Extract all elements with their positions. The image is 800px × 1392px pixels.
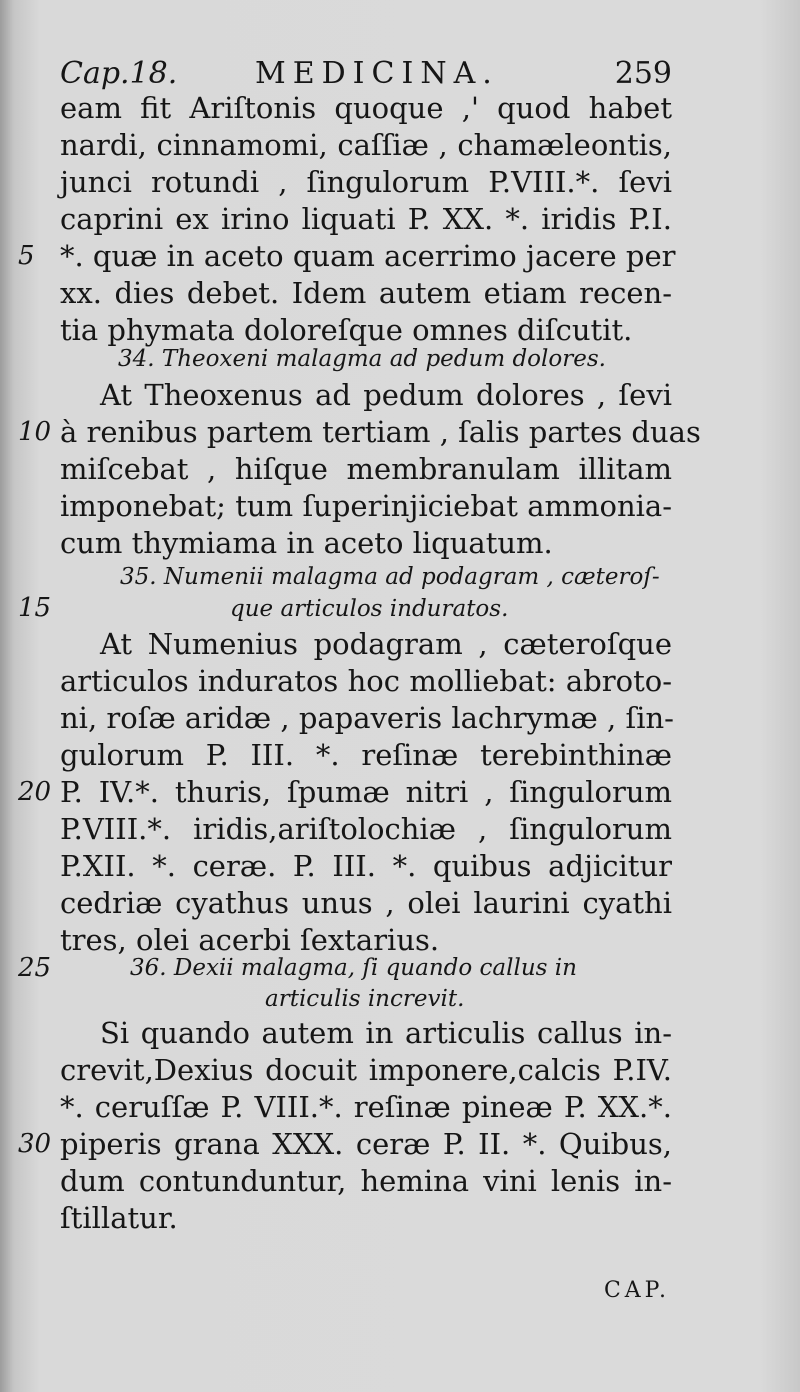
line-number: 20 xyxy=(18,777,52,807)
paragraph-first-line: Si quando autem in articulis callus in- xyxy=(100,1016,672,1050)
text-line: piperis grana XXX. ceræ P. II. *. Quibus, xyxy=(60,1127,672,1161)
text-line: gulorum P. III. *. reſinæ terebinthinæ xyxy=(60,738,672,772)
text-line: cum thymiama in aceto liquatum. xyxy=(60,526,553,560)
running-header xyxy=(60,54,672,94)
text-line: nardi, cinnamomi, caſſiæ , chamæleontis, xyxy=(60,128,672,162)
section-heading-continuation: que articulos induratos. xyxy=(230,596,509,622)
line-number: 30 xyxy=(18,1129,52,1159)
text-line: caprini ex irino liquati P. XX. *. iridis P.I. xyxy=(60,202,672,236)
text-line: imponebat; tum ſuperinjiciebat ammonia- xyxy=(60,489,672,523)
text-line: tres, olei acerbi ſextarius. xyxy=(60,923,440,957)
running-title: MEDICINA. xyxy=(255,56,499,91)
text-line: xx. dies debet. Idem autem etiam recen- xyxy=(60,276,672,310)
line-number: 15 xyxy=(18,593,52,623)
text-line: *. ceruſſæ P. VIII.*. reſinæ pineæ P. XX.*. xyxy=(60,1090,672,1124)
text-line: ſtillatur. xyxy=(60,1201,178,1235)
page-number: 259 xyxy=(614,56,672,91)
text-line: à renibus partem tertiam , ſalis partes duas xyxy=(60,415,701,449)
text-line: cedriæ cyathus unus , olei laurini cyathi xyxy=(60,886,672,920)
section-heading: 34. Theoxeni malagma ad pedum dolores. xyxy=(118,346,606,372)
line-number: 25 xyxy=(18,953,52,983)
chapter-label: Cap.18. xyxy=(60,56,178,91)
text-line: crevit,Dexius docuit imponere,calcis P.IV. xyxy=(60,1053,672,1087)
text-line: P.XII. *. ceræ. P. III. *. quibus adjicitur xyxy=(60,849,672,883)
text-line: *. quæ in aceto quam acerrimo jacere per xyxy=(60,239,676,273)
catchword: CAP. xyxy=(603,1278,670,1303)
section-heading: 36. Dexii malagma, ſi quando callus in xyxy=(130,955,577,981)
text-line: articulos induratos hoc molliebat: abroto- xyxy=(60,664,672,698)
line-number: 10 xyxy=(18,417,52,447)
text-line: miſcebat , hiſque membranulam illitam xyxy=(60,452,672,486)
text-line: dum contunduntur, hemina vini lenis in- xyxy=(60,1164,672,1198)
text-line: P.VIII.*. iridis,ariſtolochiæ , ſingulorum xyxy=(60,812,672,846)
section-heading: 35. Numenii malagma ad podagram , cæteroſ- xyxy=(120,564,660,590)
text-line: P. IV.*. thuris, ſpumæ nitri , ſingulorum xyxy=(60,775,672,809)
text-line: tia phymata doloreſque omnes diſcutit. xyxy=(60,313,633,347)
text-line: ni, roſæ aridæ , papaveris lachrymæ , ſin- xyxy=(60,701,674,735)
section-heading-continuation: articulis increvit. xyxy=(265,986,465,1012)
text-line: junci rotundi , ſingulorum P.VIII.*. ſevi xyxy=(60,165,672,199)
text-line: eam fit Ariſtonis quoque ,' quod habet xyxy=(60,91,672,125)
paragraph-first-line: At Numenius podagram , cæteroſque xyxy=(100,627,672,661)
line-number: 5 xyxy=(18,241,35,271)
paragraph-first-line: At Theoxenus ad pedum dolores , ſevi xyxy=(100,378,672,412)
